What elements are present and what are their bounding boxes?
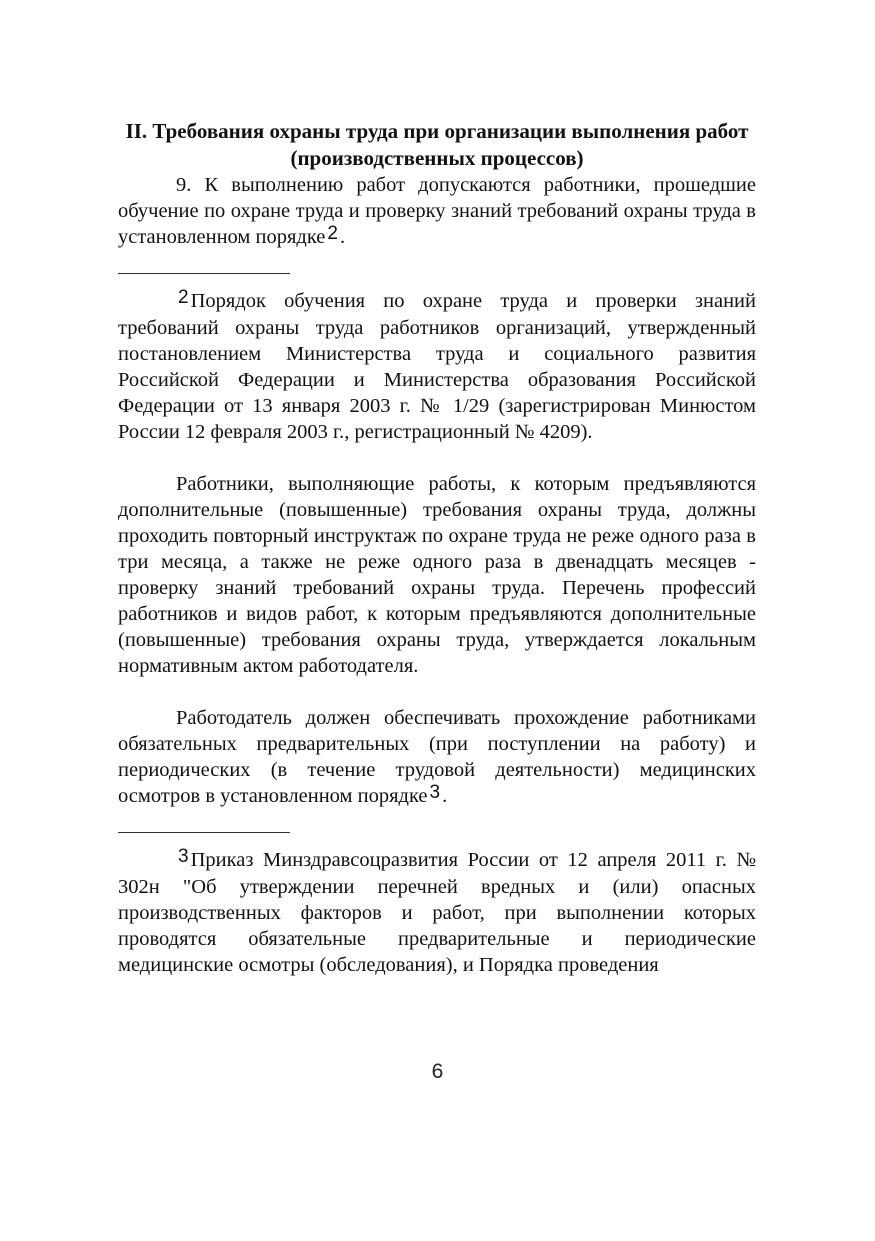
paragraph-9-text: 9. К выполнению работ допускаются работники, прошедшие обучение по охране труда и проверку знаний требований охраны труда в установленном порядке (118, 174, 756, 248)
footnote-ref-3[interactable]: 3 (429, 782, 441, 803)
paragraph-9 (118, 172, 756, 251)
footnote-2-mark: 2 (178, 287, 189, 308)
page-number: 6 (431, 1060, 444, 1083)
footnote-2 (118, 288, 756, 445)
paragraph-medical-end: . (442, 785, 448, 807)
document-page (118, 118, 756, 978)
paragraph-medical-text: Работодатель должен обеспечивать прохождение работниками обязательных предварительных (при поступлении на работу) и периодических (в течение трудовой деятельности) медицинских осмотров в установленном порядке (118, 707, 756, 807)
footnote-3 (118, 847, 756, 978)
paragraph-9-end: . (339, 226, 346, 248)
paragraph-medical (118, 705, 756, 810)
footnote-3-text: Приказ Минздравсоцразвития России от 12 апреля 2011 г. № 302н "Об утверждении перечней вредных и (или) опасных производственных факторов и работ, при выполнении которых проводятся обязательные предварительные и периодические медицинские осмотры (обследования), и Порядка проведения (118, 849, 756, 976)
footnote-divider (118, 273, 290, 274)
footnote-divider (118, 832, 290, 833)
footnote-3-mark: 3 (178, 846, 189, 867)
paragraph-repeat-briefing: Работники, выполняющие работы, к которым предъявляются дополнительные (повышенные) требования охраны труда, должны проходить повторный инструктаж по охране труда не реже одного раза в три месяца, а также не реже одного раза в двенадцать месяцев - проверку знаний требований охраны труда. Перечень профессий работников и видов работ, к которым предъявляются дополнительные (повышенные) требования охраны труда, утверждается локальным нормативным актом работодателя. (118, 473, 756, 677)
section-heading: II. Требования охраны труда при организации выполнения работ (производственных процессов) (125, 119, 749, 170)
footnote-ref-2[interactable]: 2 (327, 223, 338, 244)
footnote-2-text: Порядок обучения по охране труда и проверки знаний требований охраны труда работников организаций, утвержденный постановлением Министерства труда и социального развития Российской Федерации и Министерства образования Российской Федерации от 13 января 2003 г. № 1/29 (зарегистрирован Минюстом России 12 февраля 2003 г., регистрационный № 4209). (118, 290, 756, 443)
